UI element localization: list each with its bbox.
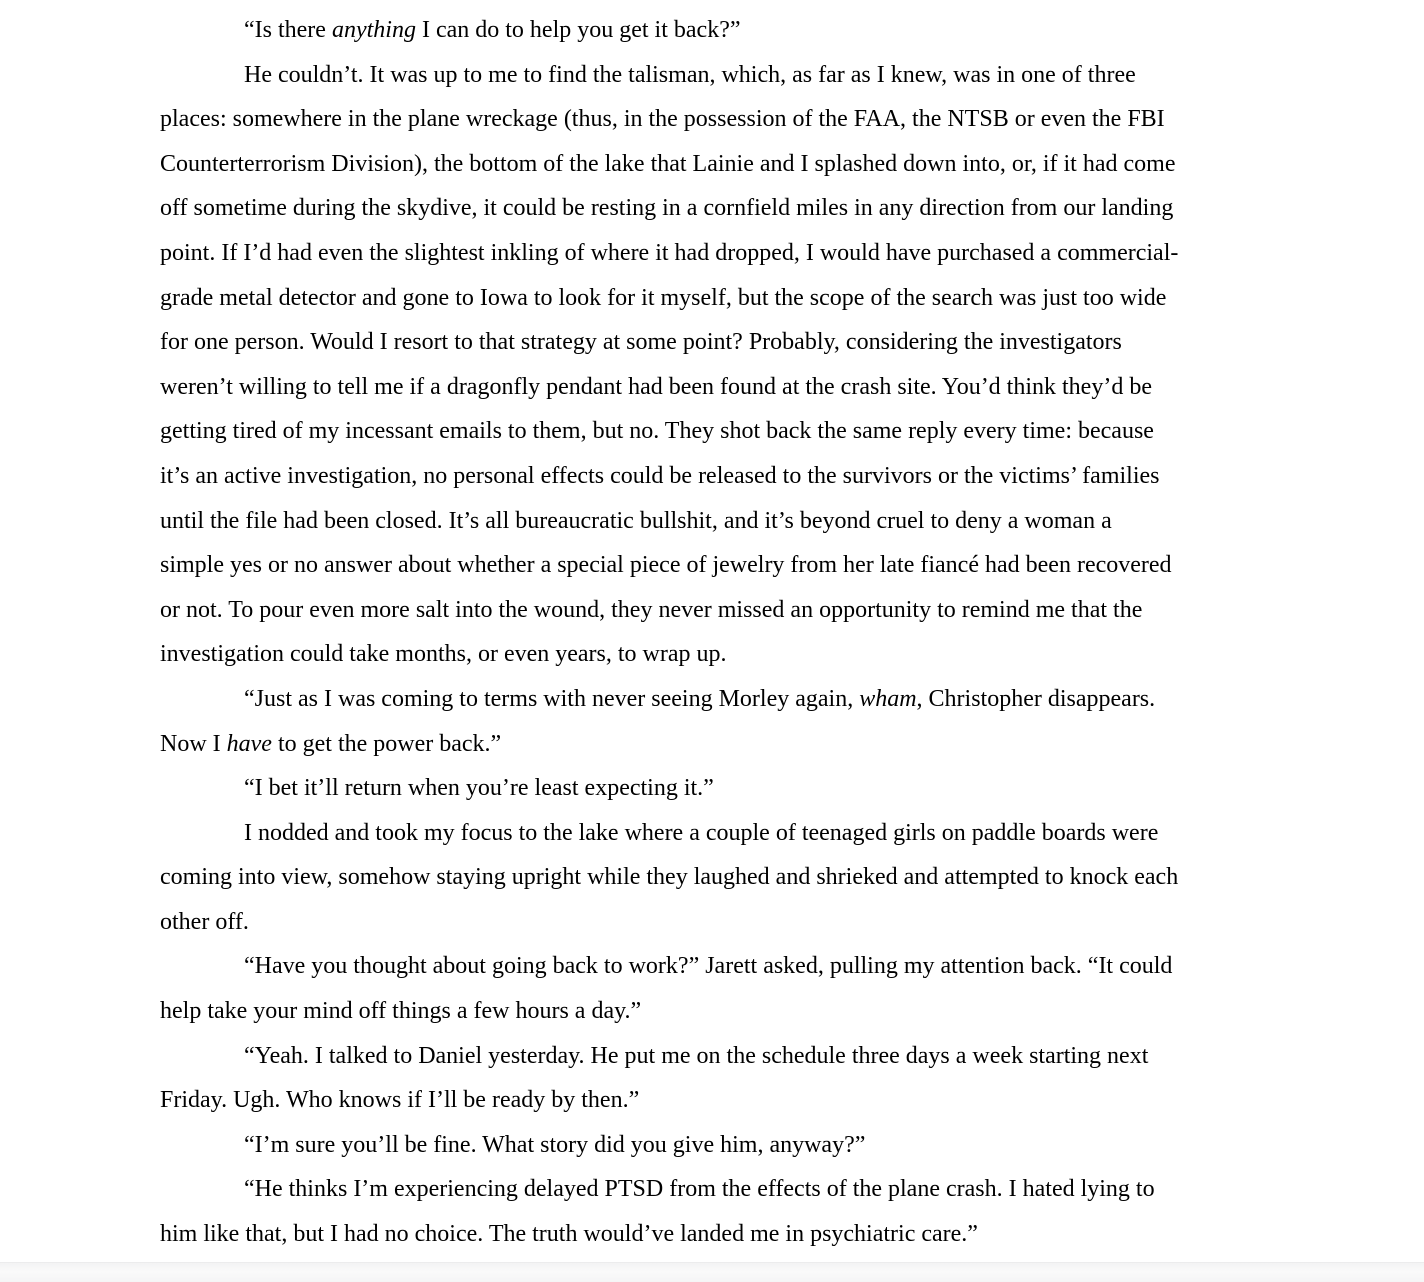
text-line [160, 8, 1370, 53]
text-line [160, 766, 1370, 811]
text-segment: coming into view, somehow staying upright while they laughed and shrieked and attempted to knock each [160, 864, 1179, 891]
text-segment: simple yes or no answer about whether a special piece of jewelry from her late fiancé had been recovered [160, 552, 1172, 579]
text-line [160, 811, 1370, 856]
text-line [160, 944, 1370, 989]
paragraph [160, 944, 1370, 1033]
text-segment: I nodded and took my focus to the lake where a couple of teenaged girls on paddle boards were [244, 819, 1159, 846]
document-text [160, 8, 1370, 1257]
paragraph [160, 1167, 1370, 1256]
text-line [160, 588, 1370, 633]
text-segment: to get the power back.” [271, 730, 502, 757]
text-segment: “I’m sure you’ll be fine. What story did you give him, anyway?” [244, 1131, 866, 1158]
paragraph [160, 53, 1370, 677]
paragraph [160, 8, 1370, 53]
text-segment: “Is there [244, 17, 332, 43]
text-segment: help take your mind off things a few hours a day.” [160, 998, 642, 1025]
text-line [160, 900, 1370, 945]
text-line [160, 855, 1370, 900]
text-line [160, 1034, 1370, 1079]
paragraph [160, 766, 1370, 811]
text-line [160, 677, 1370, 722]
text-line [160, 97, 1370, 142]
italic-text-segment: anything [331, 17, 416, 43]
text-line [160, 142, 1370, 187]
text-segment: He couldn’t. It was up to me to find the talisman, which, as far as I knew, was in one of three [244, 61, 1136, 88]
italic-text-segment: wham [859, 685, 917, 712]
text-line [160, 632, 1370, 677]
text-segment: “Just as I was coming to terms with never seeing Morley again, [244, 685, 860, 712]
text-segment: or not. To pour even more salt into the wound, they never missed an opportunity to remind me that the [160, 596, 1143, 623]
text-line [160, 276, 1370, 321]
paragraph [160, 1123, 1370, 1168]
text-segment: it’s an active investigation, no personal effects could be released to the survivors or the victims’ families [160, 462, 1160, 489]
text-segment: places: somewhere in the plane wreckage (thus, in the possession of the FAA, the NTSB or even the FBI [160, 106, 1165, 133]
text-segment: point. If I’d had even the slightest inkling of where it had dropped, I would have purchased a commercial- [160, 239, 1179, 266]
text-line [160, 1123, 1370, 1168]
italic-text-segment: have [226, 730, 272, 757]
text-segment: grade metal detector and gone to Iowa to look for it myself, but the scope of the search was just too wide [160, 284, 1167, 311]
text-line [160, 1212, 1370, 1257]
text-segment: “He thinks I’m experiencing delayed PTSD from the effects of the plane crash. I hated lying to [244, 1176, 1155, 1203]
paragraph [160, 1034, 1370, 1123]
text-segment: Counterterrorism Division), the bottom of the lake that Lainie and I splashed down into, or, if it had come [160, 150, 1176, 177]
paragraph [160, 677, 1370, 766]
text-line [160, 409, 1370, 454]
text-segment: Now I [160, 730, 227, 757]
text-segment: for one person. Would I resort to that strategy at some point? Probably, considering the investigators [160, 329, 1122, 356]
text-segment: “I bet it’ll return when you’re least expecting it.” [244, 775, 714, 802]
text-segment: , Christopher disappears. [916, 685, 1156, 712]
text-segment: off sometime during the skydive, it could be resting in a cornfield miles in any direction from our landing [160, 195, 1174, 222]
text-segment: him like that, but I had no choice. The truth would’ve landed me in psychiatric care.” [160, 1221, 978, 1248]
text-segment: “Yeah. I talked to Daniel yesterday. He put me on the schedule three days a week starting next [244, 1042, 1149, 1069]
text-segment: Friday. Ugh. Who knows if I’ll be ready by then.” [160, 1087, 640, 1114]
text-segment: I can do to help you get it back?” [415, 17, 741, 43]
window-bottom-bar [0, 1262, 1424, 1282]
text-line [160, 989, 1370, 1034]
text-segment: “Have you thought about going back to work?” Jarett asked, pulling my attention back. “It could [244, 953, 1173, 980]
paragraph [160, 811, 1370, 945]
text-line [160, 722, 1370, 767]
text-segment: getting tired of my incessant emails to them, but no. They shot back the same reply every time: because [160, 418, 1154, 445]
text-line [160, 1078, 1370, 1123]
text-segment: investigation could take months, or even years, to wrap up. [160, 641, 727, 668]
text-segment: until the file had been closed. It’s all bureaucratic bullshit, and it’s beyond cruel to deny a woman a [160, 507, 1112, 534]
text-line [160, 454, 1370, 499]
text-line [160, 53, 1370, 98]
text-line [160, 543, 1370, 588]
text-line [160, 231, 1370, 276]
text-line [160, 1167, 1370, 1212]
text-segment: weren’t willing to tell me if a dragonfly pendant had been found at the crash site. You’d think they’d be [160, 373, 1152, 400]
text-line [160, 186, 1370, 231]
text-segment: other off. [160, 908, 249, 935]
text-line [160, 320, 1370, 365]
text-line [160, 365, 1370, 410]
text-line [160, 499, 1370, 544]
